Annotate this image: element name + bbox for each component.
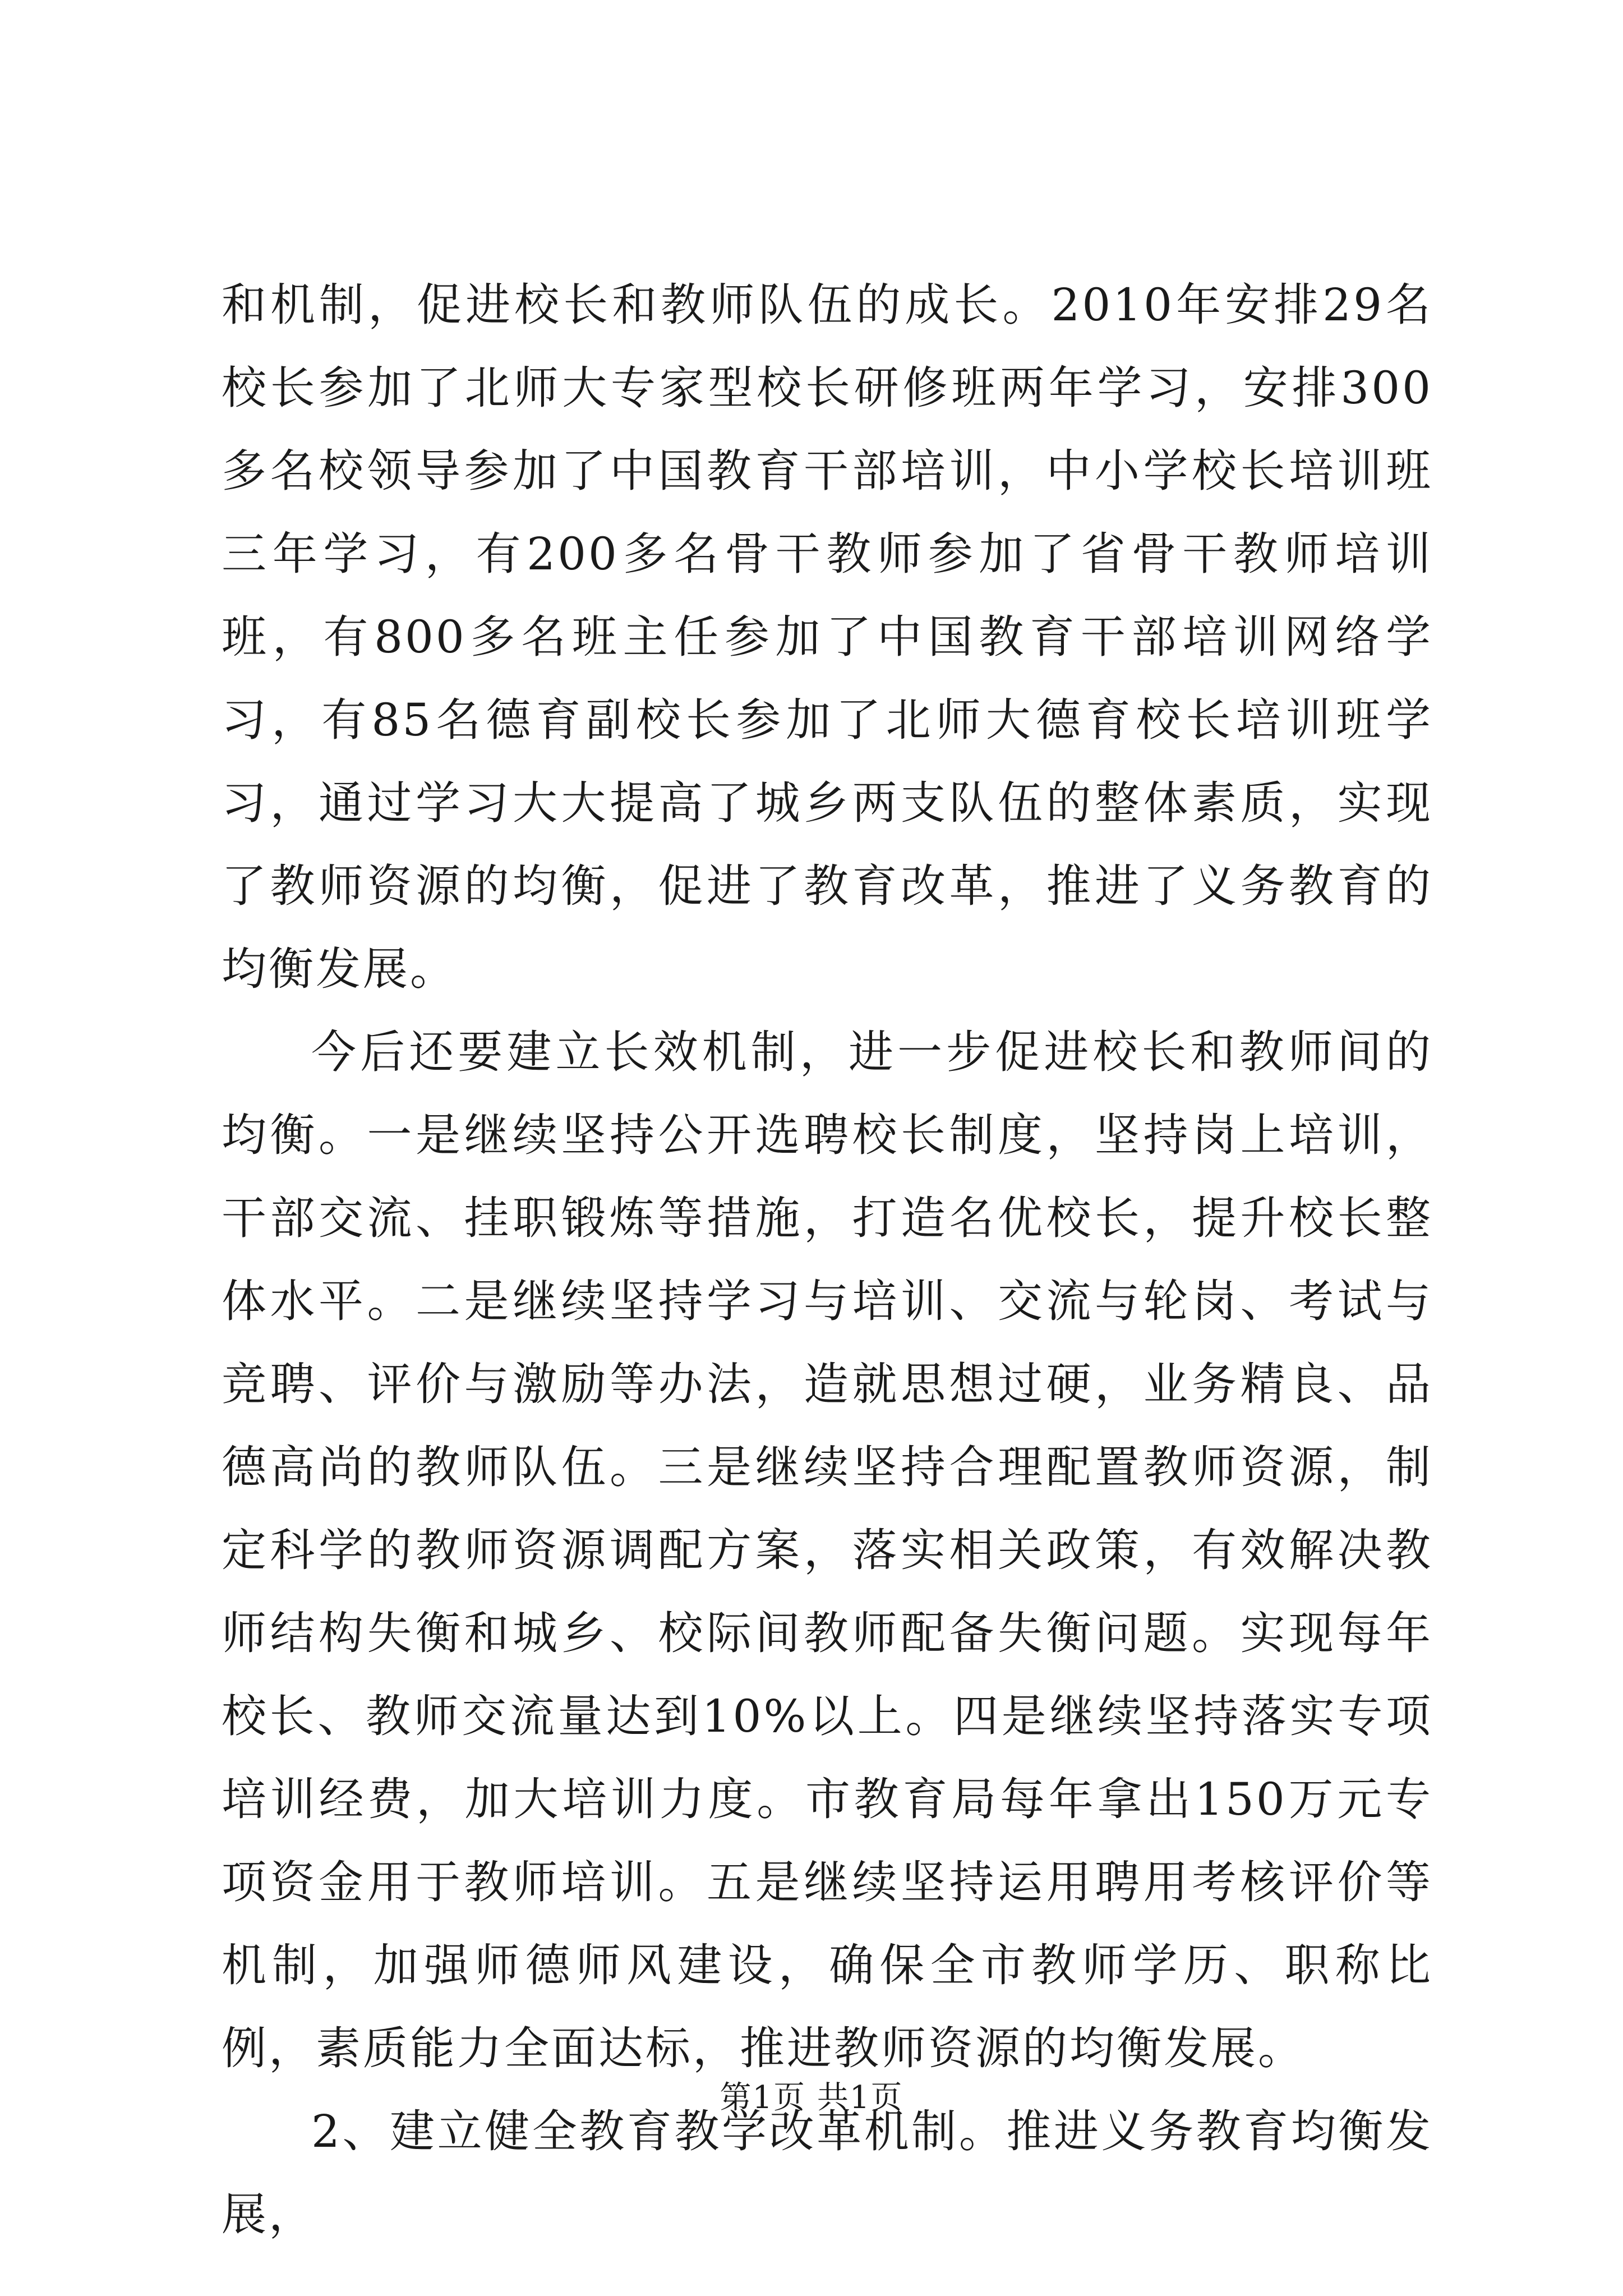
- paragraph-2: 今后还要建立长效机制，进一步促进校长和教师间的均衡。一是继续坚持公开选聘校长制度，坚持岗上培训，干部交流、挂职锻炼等措施，打造名优校长，提升校长整体水平。二是继续坚持学习与培训、交流与轮岗、考试与竞聘、评价与激励等办法，造就思想过硬，业务精良、品德高尚的教师队伍。三是继续坚持合理配置教师资源，制定科学的教师资源调配方案，落实相关政策，有效解决教师结构失衡和城乡、校际间教师配备失衡问题。实现每年校长、教师交流量达到10%以上。四是继续坚持落实专项培训经费，加大培训力度。市教育局每年拿出150万元专项资金用于教师培训。五是继续坚持运用聘用考核评价等机制，加强师德师风建设，确保全市教师学历、职称比例，素质能力全面达标，推进教师资源的均衡发展。: [222, 1026, 1433, 2074]
- paragraph-3: 2、建立健全教育教学改革机制。推进义务教育均衡发展，: [222, 2105, 1433, 2240]
- page-footer: 第1页 共1页: [720, 2079, 903, 2116]
- paragraph-1: 和机制，促进校长和教师队伍的成长。2010年安排29名校长参加了北师大专家型校长研修班两年学习，安排300多名校领导参加了中国教育干部培训，中小学校长培训班三年学习，有200多名骨干教师参加了省骨干教师培训班，有800多名班主任参加了中国教育干部培训网络学习，有85名德育副校长参加了北师大德育校长培训班学习，通过学习大大提高了城乡两支队伍的整体素质，实现了教师资源的均衡，促进了教育改革，推进了义务教育的均衡发展。: [222, 279, 1433, 995]
- document-body: [222, 264, 1433, 2256]
